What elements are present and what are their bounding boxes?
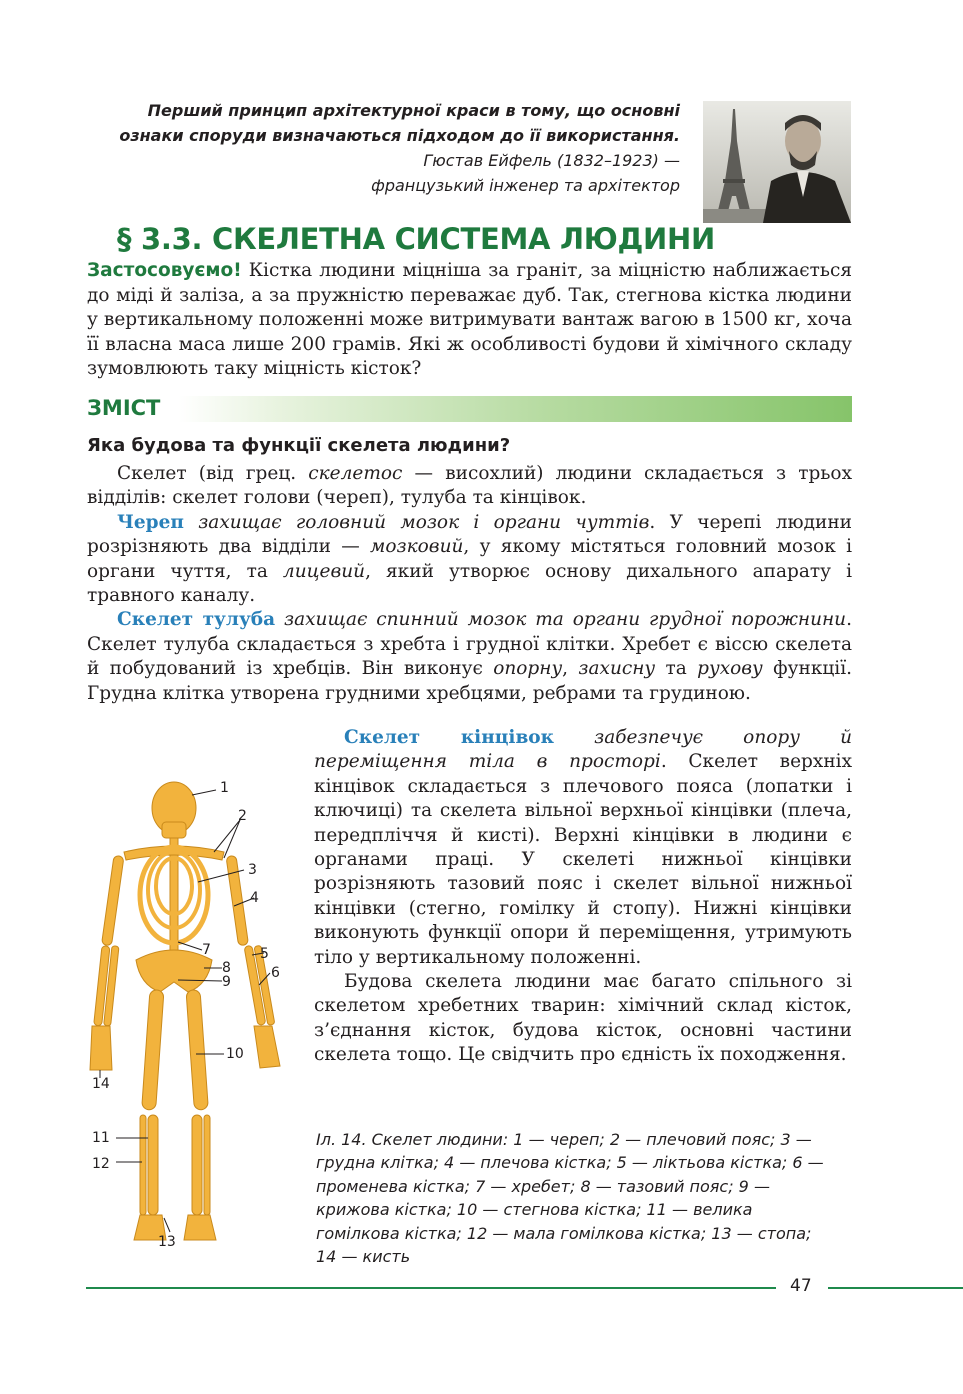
body-text xyxy=(87,462,852,706)
label-4: 4 xyxy=(250,890,259,906)
paragraph-skull: Череп захищає головний мозок і органи чуттів. У черепі людини розрізняють два відділи — мозковий, у якому містяться головний мозок і органи чуття, та лицевий, який утворює основу дихального апарату і травного каналу. xyxy=(87,511,853,607)
term-skull: Череп xyxy=(117,511,184,533)
right-column-text xyxy=(314,726,852,1068)
content-section-bar xyxy=(87,396,852,422)
page-number: 47 xyxy=(790,1276,812,1296)
label-8: 8 xyxy=(222,960,231,976)
label-14: 14 xyxy=(92,1076,110,1092)
content-section-label: ЗМІСТ xyxy=(87,396,161,420)
epigraph-quote-line2: ознаки споруди визначаються підходом до її використання. xyxy=(119,126,680,145)
label-6: 6 xyxy=(271,965,280,981)
question-heading: Яка будова та функції скелета людини? xyxy=(87,435,511,456)
label-7: 7 xyxy=(202,942,211,958)
footer-rule-left xyxy=(86,1287,776,1289)
intro-text: Кістка людини міцніша за граніт, за міцністю наближається до міді й заліза, а за пружністю переважає дуб. Так, стегнова кістка людини у вертикальному положенні може витримувати вантаж вагою в 1500 кг, хоча її власна маса лише 200 грамів. Які ж особливості будови й хімічного складу зумовлюють таку міцність кісток? xyxy=(87,260,852,380)
term-limbs: Скелет кінцівок xyxy=(344,727,554,748)
label-11: 11 xyxy=(92,1130,110,1146)
human-skeleton-illustration xyxy=(84,770,299,1250)
label-5: 5 xyxy=(260,946,269,962)
epigraph-quote-line1: Перший принцип архітектурної краси в тому, що основні xyxy=(147,101,680,120)
footer-rule-right xyxy=(828,1287,963,1289)
epigraph-author-line2: французький інженер та архітектор xyxy=(371,176,680,195)
intro-lead: Застосовуємо! xyxy=(87,260,242,281)
term-trunk: Скелет тулуба xyxy=(117,609,276,631)
label-1: 1 xyxy=(220,780,229,796)
paragraph-trunk: Скелет тулуба захищає спинний мозок та органи грудної порожнини. Скелет тулуба складається з хребта і грудної клітки. Хребет є віссю скелета й побудований із хребців. Він виконує опорну, захисну та рухову функції. Грудна клітка утворена грудними хребцями, ребрами та грудиною. xyxy=(87,609,852,704)
section-title: § 3.3. СКЕЛЕТНА СИСТЕМА ЛЮДИНИ xyxy=(117,222,715,256)
label-12: 12 xyxy=(92,1156,110,1172)
eiffel-portrait-photo xyxy=(703,101,851,223)
label-2: 2 xyxy=(238,808,247,824)
paragraph-skeleton-intro: Скелет (від грец. скелетос — висохлий) людини складається з трьох відділів: скелет голови (череп), тулуба та кінцівок. xyxy=(87,463,852,509)
label-9: 9 xyxy=(222,974,231,990)
label-3: 3 xyxy=(248,862,257,878)
intro-paragraph xyxy=(87,259,852,382)
epigraph xyxy=(100,98,680,198)
paragraph-evolution: Будова скелета людини має багато спільного зі скелетом хребетних тварин: хімічний склад кісток, з’єднання кісток, будова кісток, основні частини скелета тощо. Це свідчить про єдність їх походження. xyxy=(314,971,852,1066)
epigraph-author-line1: Гюстав Ейфель (1832–1923) — xyxy=(423,151,680,170)
label-13: 13 xyxy=(158,1234,176,1250)
paragraph-limbs: Скелет кінцівок забезпечує опору й переміщення тіла в просторі. Скелет верхніх кінцівок складається з плечового пояса (лопатки і ключиці) та скелета вільної верхньої кінцівки (плеча, передпліччя й кисті). Верхні кінцівки в людини є органами праці. У скелеті нижньої кінцівки розрізняють тазовий пояс і скелет вільної нижньої кінцівки (стегно, гомілку й стопу). Нижні кінцівки виконують функції опори й переміщення, утримують тіло у вертикальному положенні. xyxy=(314,727,852,968)
figure-caption: Іл. 14. Скелет людини: 1 — череп; 2 — плечовий пояс; 3 — грудна клітка; 4 — плечова кістка; 5 — ліктьова кістка; 6 — променева кістка; 7 — хребет; 8 — тазовий пояс; 9 — крижова кістка; 10 — стегнова кістка; 11 — велика гомілкова кістка; 12 — мала гомілкова кістка; 13 — стопа; 14 — кисть xyxy=(316,1130,824,1267)
label-10: 10 xyxy=(226,1046,244,1062)
